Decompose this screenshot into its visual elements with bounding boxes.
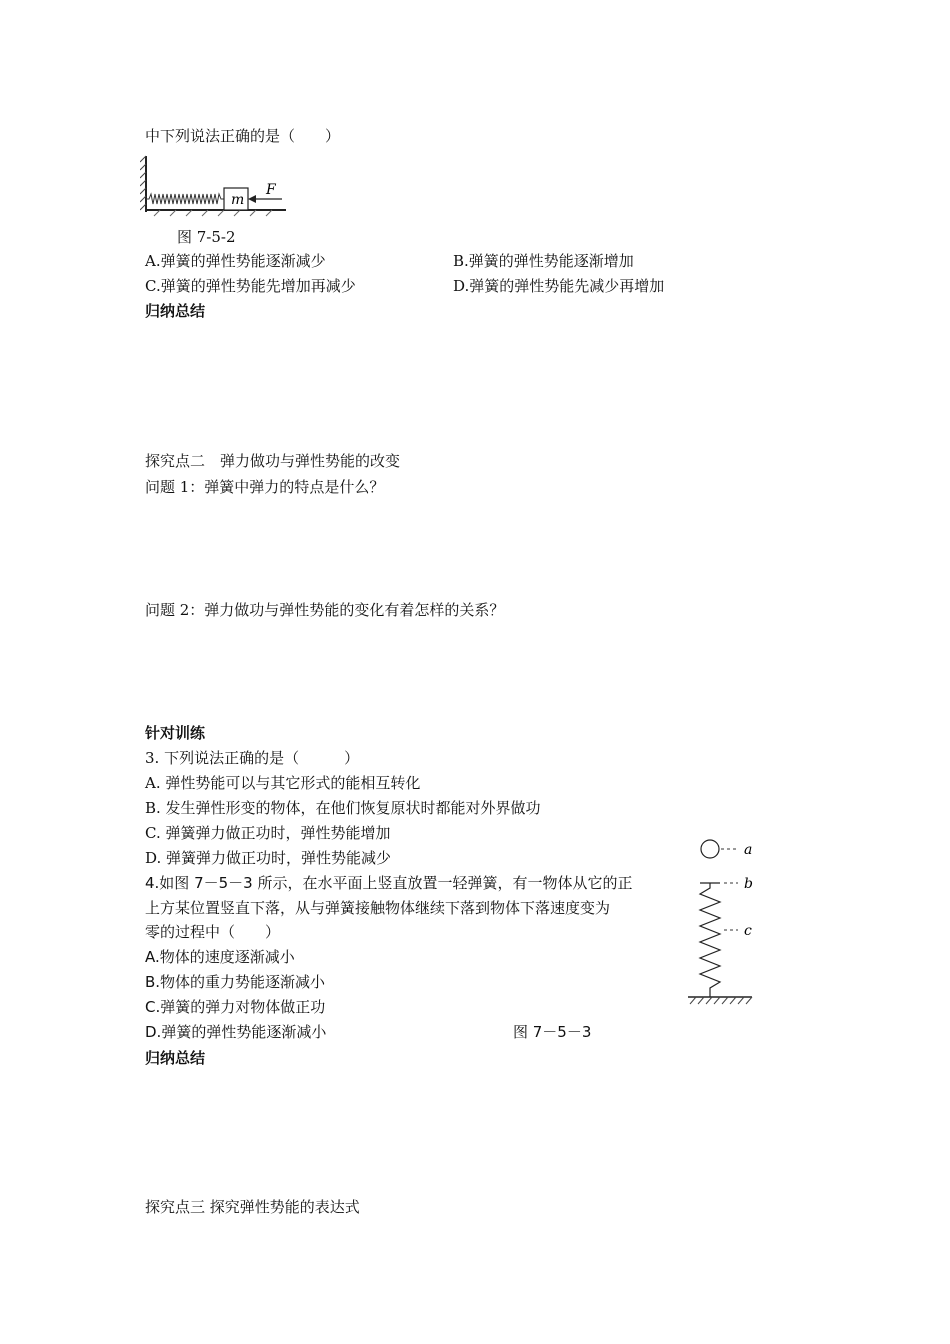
figure-caption-7-5-3: 图 7－5－3 — [513, 1023, 592, 1041]
question-1: 问题 1：弹簧中弹力的特点是什么？ — [145, 478, 385, 496]
vertical-spring-figure — [686, 832, 766, 1010]
q2-option-b: B.弹簧的弹性势能逐渐增加 — [453, 252, 634, 270]
q3-option-c: C. 弹簧弹力做正功时，弹性势能增加 — [145, 824, 391, 842]
spring-mass-figure — [140, 152, 290, 218]
practice-heading: 针对训练 — [145, 724, 206, 742]
q4-option-c: C.弹簧的弹力对物体做正功 — [145, 998, 326, 1016]
q4-option-b: B.物体的重力势能逐渐减小 — [145, 973, 326, 991]
label-c: c — [744, 923, 752, 939]
q2-option-c: C.弹簧的弹性势能先增加再减少 — [145, 277, 356, 295]
q2-option-a: A.弹簧的弹性势能逐渐减少 — [145, 252, 326, 270]
q3-option-a: A. 弹性势能可以与其它形式的能相互转化 — [145, 774, 421, 792]
figure-caption-7-5-2: 图 7-5-2 — [177, 228, 236, 246]
section-3-title: 探究点三 探究弹性势能的表达式 — [145, 1198, 360, 1216]
question-2: 问题 2：弹力做功与弹性势能的变化有着怎样的关系？ — [145, 601, 505, 619]
q2-stem: 中下列说法正确的是（ ） — [145, 127, 341, 145]
label-a: a — [744, 842, 753, 858]
q3-stem: 3. 下列说法正确的是（ ） — [145, 749, 360, 767]
q4-stem-line-1: 4.如图 7－5－3 所示，在水平面上竖直放置一轻弹簧，有一物体从它的正 — [145, 874, 633, 892]
mass-label: m — [231, 192, 245, 208]
q4-option-d: D.弹簧的弹性势能逐渐减小 — [145, 1023, 327, 1041]
summary-heading-1: 归纳总结 — [145, 302, 206, 320]
force-label: F — [266, 182, 276, 198]
q4-stem-line-2: 上方某位置竖直下落，从与弹簧接触物体继续下落到物体下落速度变为 — [145, 899, 611, 917]
q3-option-d: D. 弹簧弹力做正功时，弹性势能减少 — [145, 849, 392, 867]
q4-stem-line-3: 零的过程中（ ） — [145, 923, 281, 941]
label-b: b — [744, 876, 753, 892]
section-2-title: 探究点二 弹力做功与弹性势能的改变 — [145, 452, 401, 470]
q2-option-d: D.弹簧的弹性势能先减少再增加 — [453, 277, 665, 295]
q3-option-b: B. 发生弹性形变的物体，在他们恢复原状时都能对外界做功 — [145, 799, 541, 817]
q4-option-a: A.物体的速度逐渐减小 — [145, 948, 295, 966]
summary-heading-2: 归纳总结 — [145, 1049, 206, 1067]
